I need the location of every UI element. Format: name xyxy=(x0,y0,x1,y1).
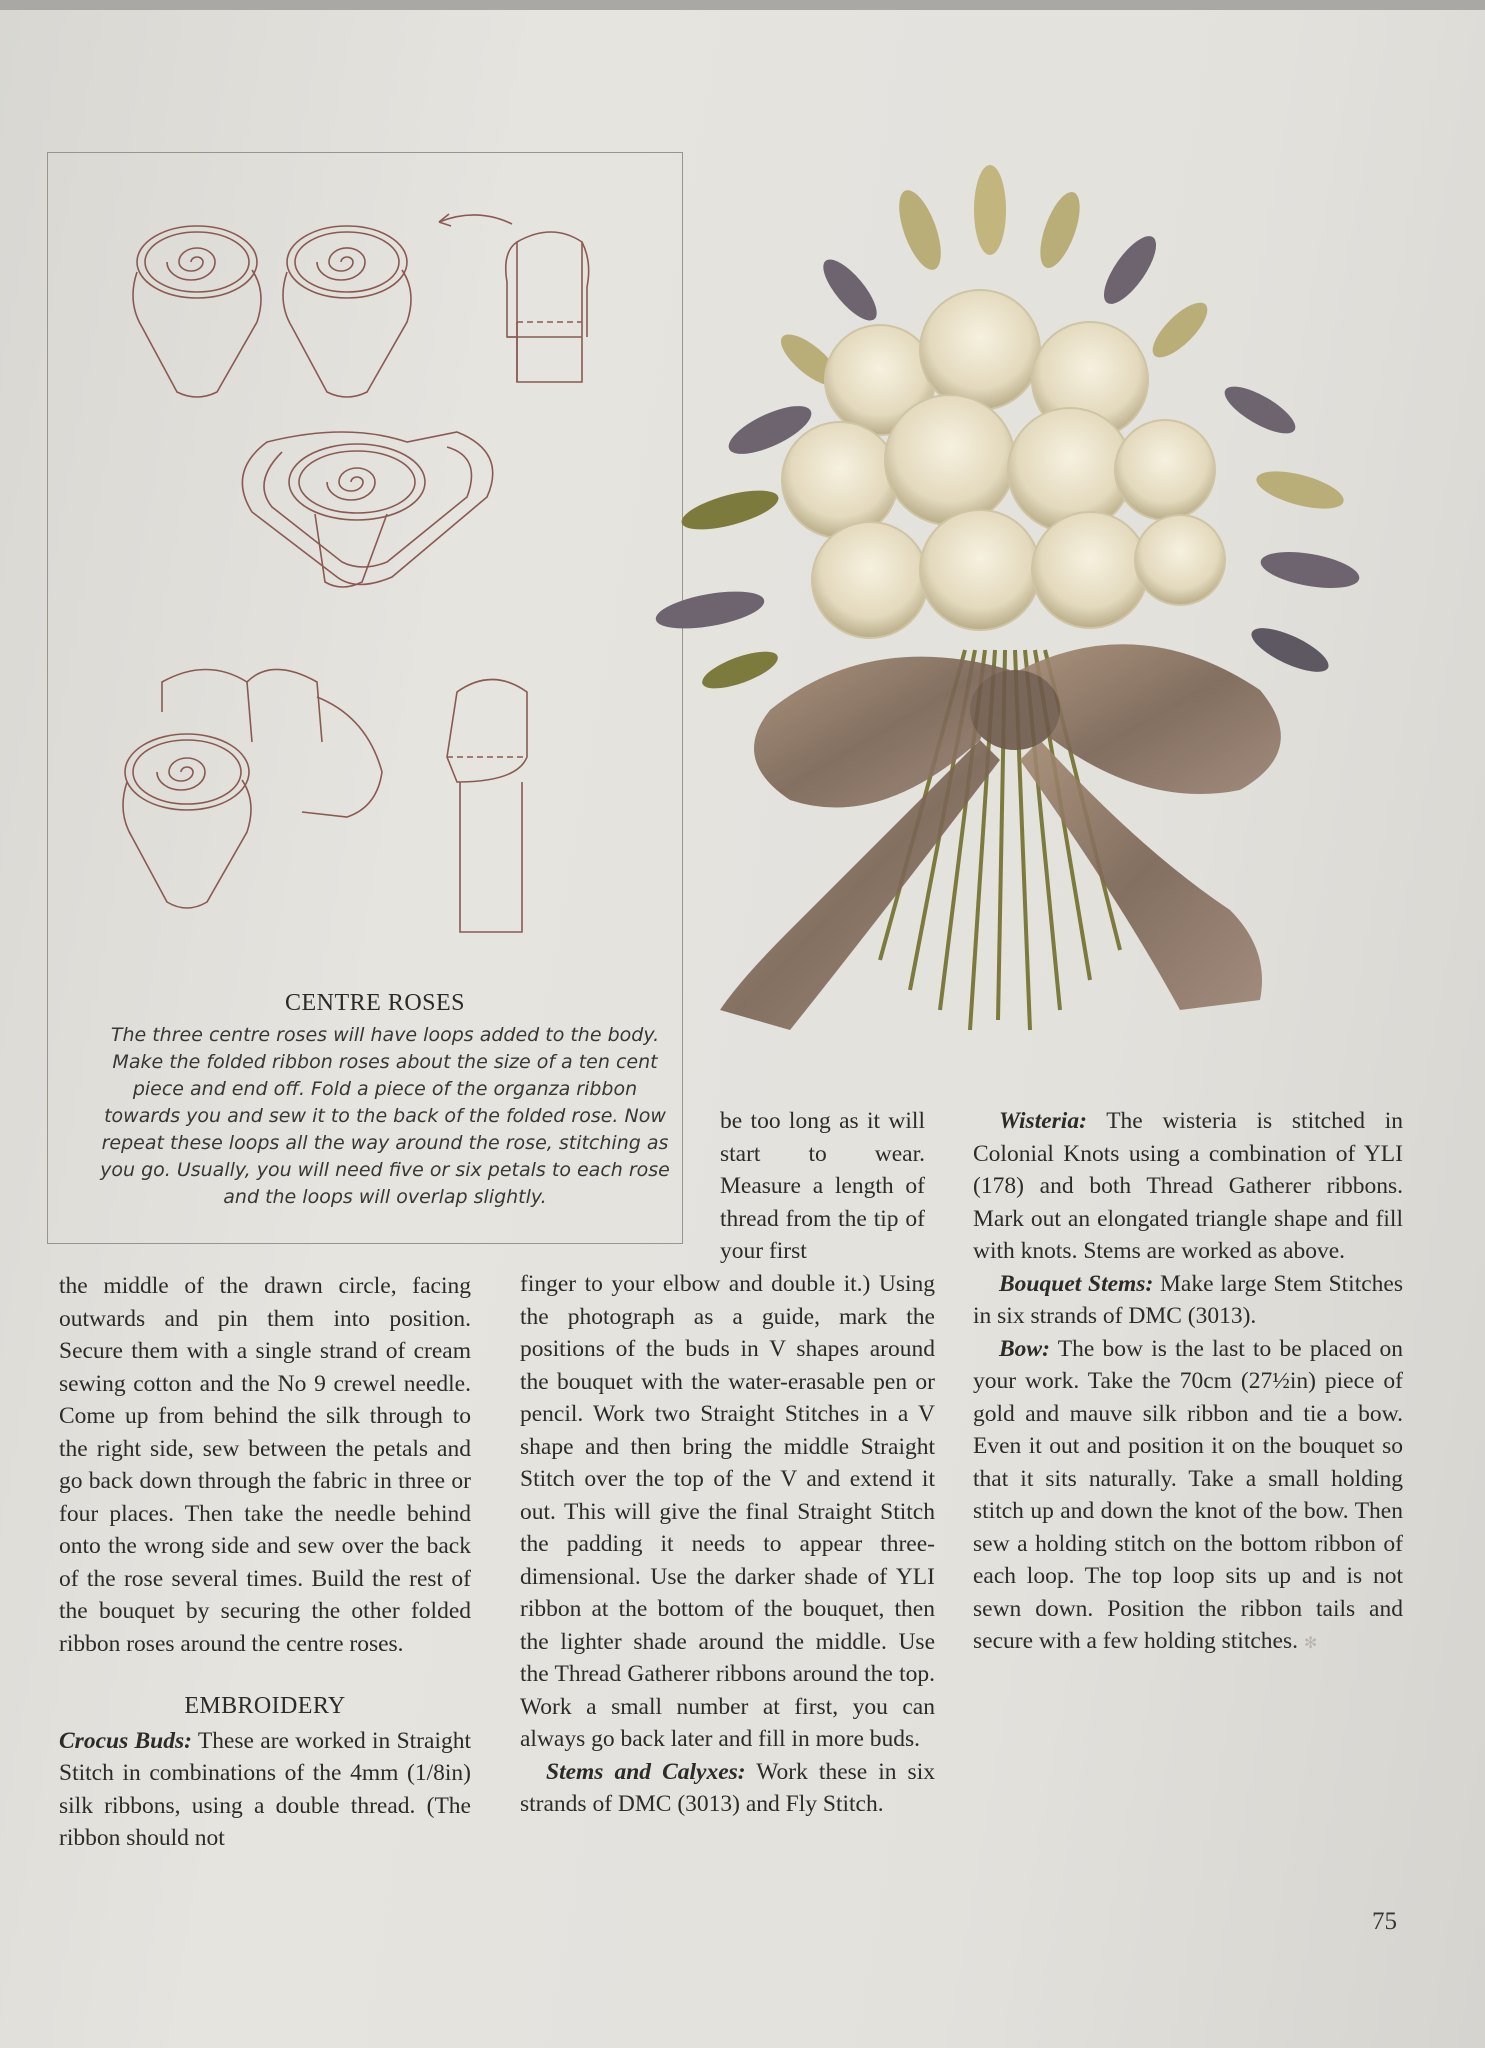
crocus-paragraph xyxy=(59,1725,471,1855)
bow-lead: Bow: xyxy=(999,1335,1050,1362)
centre-roses-diagram xyxy=(47,152,687,972)
stems-calyxes-text: Work these in six strands of DMC (3013) and Fly Stitch. xyxy=(520,1758,935,1817)
crocus-text: These are worked in Straight Stitch in combinations of the 4mm (1/8in) silk ribbons, using a double thread. (The ribbon should not xyxy=(59,1727,471,1851)
wisteria-paragraph xyxy=(973,1105,1403,1268)
page-edge-shadow xyxy=(0,0,1485,10)
left-column xyxy=(59,1270,471,1855)
flower-end-icon: ✻ xyxy=(1303,1635,1318,1652)
caption-title: CENTRE ROSES xyxy=(284,990,466,1016)
arrow-left-icon xyxy=(439,215,512,224)
bouquet-stems-paragraph xyxy=(973,1268,1403,1333)
rose-diagram-1 xyxy=(133,226,261,397)
folded-ribbon-diagram-1 xyxy=(506,232,589,382)
bouquet-stems-lead: Bouquet Stems: xyxy=(999,1270,1154,1297)
bouquet-stems-text: Make large Stem Stitches in six strands of DMC (3013). xyxy=(973,1270,1403,1329)
bouquet-photo xyxy=(620,150,1380,1050)
middle-paragraph-1: finger to your elbow and double it.) Using the photograph as a guide, mark the positions of the buds in V shapes around the bouquet with the water-erasable pen or pencil. Work two Straight Stitches in a V shape and then bring the middle Straight Stitch over the top of the V and extend it out. This will give the final Straight Stitch the padding it needs to appear three-dimensional. Use the darker shade of YLI ribbon at the bottom of the bouquet, then the lighter shade around the middle. Use the Thread Gatherer ribbons around the top. Work a small number at first, you can always go back later and fill in more buds. xyxy=(520,1271,935,1752)
left-paragraph-1: the middle of the drawn circle, facing outwards and pin them into position. Secure them with a single strand of cream sewing cotton and the No 9 crewel needle. Come up from behind the silk through to the right side, sew between the petals and go back down through the fabric in three or four places. Then take the needle behind onto the wrong side and sew over the back of the rose several times. Build the rest of the bouquet by securing the other folded ribbon roses around the centre roses. xyxy=(59,1273,471,1657)
rose-diagram-2 xyxy=(283,226,411,397)
caption-body: The three centre roses will have loops added to the body. Make the folded ribbon roses about the size of a ten cent piece and end off. Fold a piece of the organza ribbon towards you and sew it to the back of the folded rose. Now repeat these loops all the way around the rose, stitching as you go. Usually, you will need five or six petals to each rose and the loops will overlap slightly. xyxy=(100,1024,670,1208)
wisteria-lead: Wisteria: xyxy=(999,1108,1087,1134)
embroidery-heading: EMBROIDERY xyxy=(184,1693,346,1719)
middle-column-top xyxy=(720,1105,925,1268)
wisteria-text: The wisteria is stitched in Colonial Knots using a combination of YLI (178) and both Thread Gatherer ribbons. Mark out an elongated triangle shape and fill with knots. Stems are worked as above. xyxy=(973,1108,1403,1264)
stems-calyxes-lead: Stems and Calyxes: xyxy=(546,1758,746,1785)
crocus-lead: Crocus Buds: xyxy=(59,1727,192,1754)
folded-ribbon-diagram-2 xyxy=(447,680,527,933)
stems-calyxes-paragraph xyxy=(520,1756,935,1821)
rose-with-petals-diagram xyxy=(123,670,382,909)
bow-paragraph xyxy=(973,1333,1403,1661)
page-number: 75 xyxy=(1372,1908,1397,1935)
bow-text: The bow is the last to be placed on your work. Take the 70cm (27½in) piece of gold and mauve silk ribbon and tie a bow. Even it out and position it on the bouquet so that it sits naturally. Take a small holding stitch up and down the knot of the bow. Then sew a holding stitch on the bottom ribbon of each loop. The top loop sits up and is not sewn down. Position the ribbon tails and secure with a few holding stitches. xyxy=(973,1335,1403,1654)
right-column xyxy=(973,1105,1403,1661)
rose-with-loop-diagram xyxy=(242,432,492,587)
middle-column xyxy=(520,1268,935,1821)
middle-top-text: be too long as it will start to wear. Measure a length of thread from the tip of your first xyxy=(720,1108,925,1264)
